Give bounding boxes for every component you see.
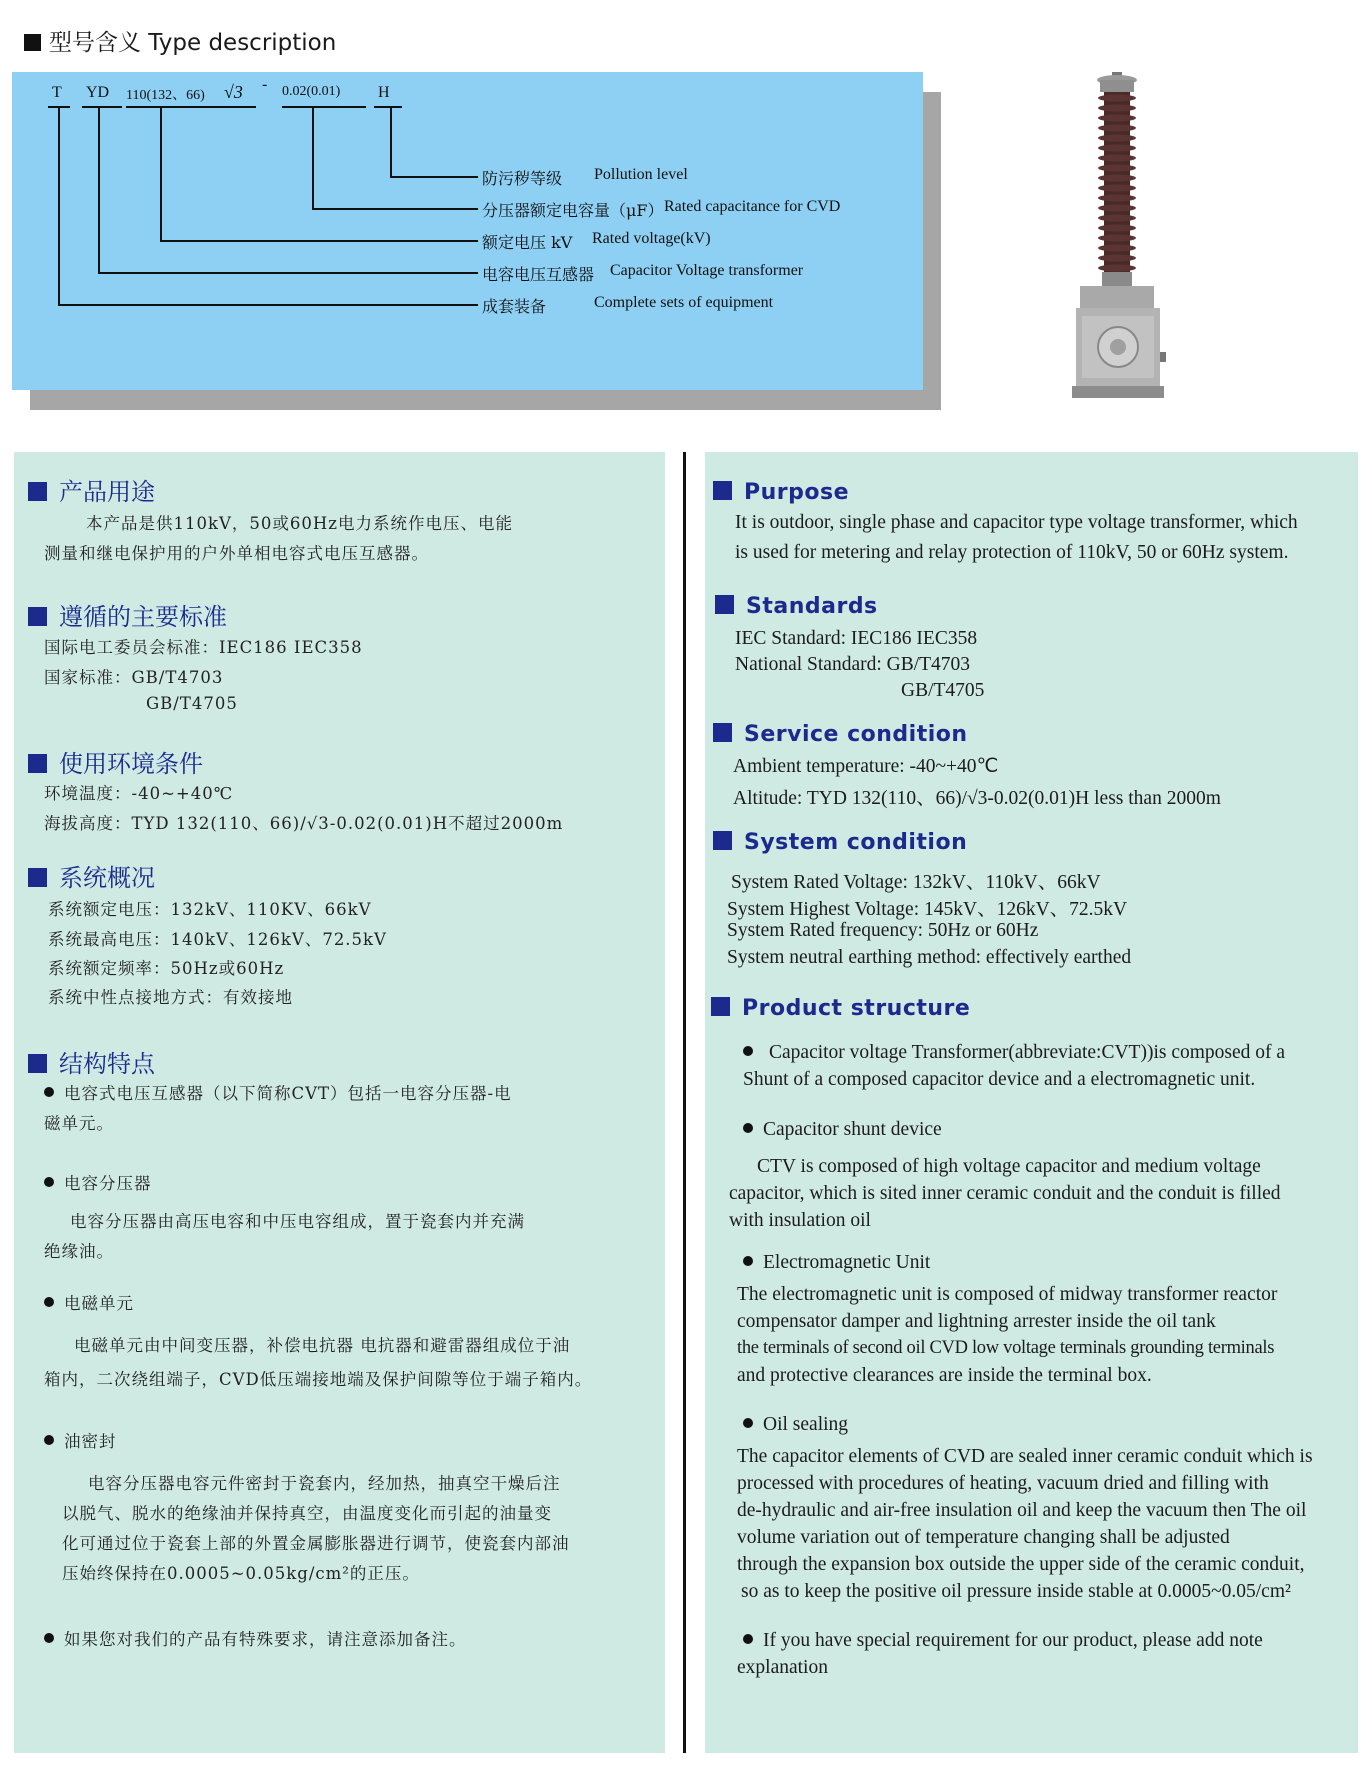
connector-voltage-horizontal: [160, 240, 478, 242]
structure-en-b5-line-1: If you have special requirement for our product, please add note: [743, 1630, 1263, 1652]
structure-zh-b3-title: 电磁单元: [44, 1290, 134, 1314]
connector-yd: [98, 106, 100, 274]
structure-en-b2-line-2: capacitor, which is sited inner ceramic conduit and the conduit is filled: [729, 1183, 1281, 1204]
standards-en-line-3: GB/T4705: [901, 680, 985, 701]
heading-service-zh: 使用环境条件: [28, 744, 203, 779]
heading-standards-zh: 遵循的主要标准: [28, 597, 227, 632]
structure-en-b2-line-3: with insulation oil: [729, 1210, 871, 1231]
standards-en-line-1: IEC Standard: IEC186 IEC358: [735, 628, 978, 649]
system-en-line-1: System Rated Voltage: 132kV、110kV、66kV: [731, 872, 1101, 893]
heading-system-zh: 系统概况: [28, 858, 155, 893]
standards-en-line-2: National Standard: GB/T4703: [735, 654, 971, 675]
type-description-box: [12, 72, 923, 390]
structure-zh-b4-line-1: 电容分压器电容元件密封于瓷套内，经加热，抽真空干燥后注: [88, 1474, 561, 1493]
code-voltage: 110(132、66): [126, 88, 205, 103]
purpose-zh-line-2: 测量和继电保护用的户外单相电容式电压互感器。: [44, 544, 429, 563]
bullet-icon: [743, 1634, 753, 1644]
connector-voltage: [160, 106, 162, 242]
underline-voltage: [126, 106, 256, 108]
structure-en-b3-title: Electromagnetic Unit: [743, 1252, 930, 1274]
connector-t-horizontal: [58, 304, 478, 306]
code-capacitance: 0.02(0.01): [282, 84, 341, 99]
structure-en-b4-line-1: The capacitor elements of CVD are sealed inner ceramic conduit which is: [737, 1446, 1313, 1467]
structure-en-b1-line-2: Shunt of a composed capacitor device and a electromagnetic unit.: [743, 1069, 1256, 1090]
meaning-zh-capacitance: 分压器额定电容量（μF）: [482, 201, 664, 220]
underline-yd: [82, 106, 122, 108]
structure-en-b4-line-2: processed with procedures of heating, vacuum dried and filling with: [737, 1473, 1269, 1494]
left-panel-chinese: [14, 452, 665, 1753]
underline-capacitance: [282, 106, 366, 108]
purpose-zh-line-1: 本产品是供110kV，50或60Hz电力系统作电压、电能: [86, 514, 513, 533]
heading-service-en: Service condition: [713, 722, 968, 747]
bullet-icon: [44, 1297, 54, 1307]
structure-zh-b3-line-1: 电磁单元由中间变压器，补偿电抗器 电抗器和避雷器组成位于油: [74, 1336, 571, 1355]
system-en-line-2: System Highest Voltage: 145kV、126kV、72.5kV: [727, 899, 1128, 920]
connector-yd-horizontal: [98, 272, 478, 274]
standards-zh-line-1: 国际电工委员会标准：IEC186 IEC358: [44, 638, 363, 657]
square-bullet-icon: [715, 595, 734, 614]
structure-en-b3-line-1: The electromagnetic unit is composed of midway transformer reactor: [737, 1284, 1278, 1305]
bullet-icon: [44, 1435, 54, 1445]
structure-zh-b4-title: 油密封: [44, 1428, 117, 1452]
heading-structure-zh: 结构特点: [28, 1044, 155, 1079]
system-zh-line-3: 系统额定频率：50Hz或60Hz: [48, 959, 285, 978]
square-bullet-icon: [28, 482, 47, 501]
structure-en-b3-line-2: compensator damper and lightning arrester inside the oil tank: [737, 1311, 1216, 1332]
structure-en-b3-line-4: and protective clearances are inside the terminal box.: [737, 1365, 1152, 1386]
connector-h-horizontal: [390, 176, 478, 178]
structure-en-b4-line-5: through the expansion box outside the upper side of the ceramic conduit,: [737, 1554, 1305, 1575]
service-zh-line-2: 海拔高度：TYD 132(110、66)/√3-0.02(0.01)H不超过2000m: [44, 814, 564, 833]
structure-en-b2-title: Capacitor shunt device: [743, 1119, 942, 1141]
purpose-en-line-2: is used for metering and relay protection of 110kV, 50 or 60Hz system.: [735, 542, 1289, 563]
standards-zh-line-2: 国家标准：GB/T4703: [44, 668, 224, 687]
code-sqrt: √3: [224, 82, 243, 102]
connector-capacitance-horizontal: [312, 208, 478, 210]
structure-zh-b2-line-1: 电容分压器由高压电容和中压电容组成，置于瓷套内并充满: [70, 1212, 525, 1231]
structure-zh-b2-line-2: 绝缘油。: [44, 1242, 114, 1261]
square-bullet-icon: [28, 1054, 47, 1073]
system-zh-line-2: 系统最高电压：140kV、126kV、72.5kV: [48, 930, 387, 949]
structure-zh-b5: 如果您对我们的产品有特殊要求，请注意添加备注。: [44, 1626, 467, 1650]
structure-zh-b3-line-2: 箱内，二次绕组端子，CVD低压端接地端及保护间隙等位于端子箱内。: [44, 1370, 593, 1389]
system-en-line-3: System Rated frequency: 50Hz or 60Hz: [727, 920, 1039, 941]
structure-en-b4-line-3: de-hydraulic and air-free insulation oil and keep the vacuum then The oil: [737, 1500, 1307, 1521]
meaning-en-pollution: Pollution level: [594, 166, 688, 183]
meaning-en-complete: Complete sets of equipment: [594, 294, 774, 311]
meaning-en-voltage: Rated voltage(kV): [592, 230, 711, 247]
structure-zh-b4-line-4: 压始终保持在0.0005~0.05kg/cm²的正压。: [62, 1564, 420, 1583]
square-bullet-icon: [713, 831, 732, 850]
bullet-icon: [743, 1046, 753, 1056]
structure-en-b2-line-1: CTV is composed of high voltage capacitor and medium voltage: [757, 1156, 1261, 1177]
system-zh-line-1: 系统额定电压：132kV、110KV、66kV: [48, 900, 372, 919]
structure-zh-b4-line-2: 以脱气、脱水的绝缘油并保持真空，由温度变化而引起的油量变: [62, 1504, 552, 1523]
meaning-zh-complete: 成套装备: [482, 297, 547, 316]
column-divider: [683, 452, 686, 1753]
structure-en-b5-line-2: explanation: [737, 1657, 828, 1678]
square-bullet-icon: [711, 997, 730, 1016]
structure-zh-b1-line-2: 磁单元。: [44, 1114, 114, 1133]
system-en-line-4: System neutral earthing method: effectively earthed: [727, 947, 1132, 968]
meaning-zh-pollution: 防污秽等级: [482, 169, 563, 188]
structure-en-b4-line-4: volume variation out of temperature changing shall be adjusted: [737, 1527, 1230, 1548]
system-zh-line-4: 系统中性点接地方式：有效接地: [48, 988, 293, 1007]
underline-h: [374, 106, 402, 108]
heading-purpose-en: Purpose: [713, 480, 849, 505]
cvt-product-photo: [1060, 72, 1180, 402]
right-panel-english: [705, 452, 1358, 1753]
bullet-icon: [44, 1177, 54, 1187]
service-zh-line-1: 环境温度：-40~+40℃: [44, 784, 234, 803]
type-description-title: 型号含义 Type description: [24, 24, 336, 57]
service-en-line-1: Ambient temperature: -40~+40℃: [733, 756, 999, 777]
bullet-icon: [743, 1256, 753, 1266]
square-bullet-icon: [28, 607, 47, 626]
code-h: H: [378, 84, 390, 101]
standards-zh-line-3: GB/T4705: [146, 694, 238, 713]
heading-purpose-zh: 产品用途: [28, 472, 155, 507]
square-bullet-icon: [24, 34, 41, 51]
purpose-en-line-1: It is outdoor, single phase and capacitor type voltage transformer, which: [735, 512, 1298, 533]
structure-zh-b4-line-3: 化可通过位于瓷套上部的外置金属膨胀器进行调节，使瓷套内部油: [62, 1534, 570, 1553]
heading-system-en: System condition: [713, 830, 967, 855]
heading-standards-en: Standards: [715, 594, 878, 619]
connector-h: [390, 106, 392, 178]
structure-en-b1-line-1: Capacitor voltage Transformer(abbreviate:CVT))is composed of a: [743, 1042, 1285, 1064]
code-t: T: [52, 84, 62, 101]
connector-t: [58, 106, 60, 306]
meaning-zh-voltage: 额定电压 kV: [482, 233, 573, 252]
meaning-en-capacitance: Rated capacitance for CVD: [664, 198, 841, 215]
structure-en-b4-title: Oil sealing: [743, 1414, 848, 1436]
structure-en-b3-line-3: the terminals of second oil CVD low voltage terminals grounding terminals: [737, 1338, 1275, 1358]
bullet-icon: [44, 1633, 54, 1643]
meaning-zh-cvt: 电容电压互感器: [482, 265, 595, 284]
heading-structure-en: Product structure: [711, 996, 970, 1021]
connector-capacitance: [312, 106, 314, 210]
bullet-icon: [743, 1123, 753, 1133]
square-bullet-icon: [28, 868, 47, 887]
service-en-line-2: Altitude: TYD 132(110、66)/√3-0.02(0.01)H less than 2000m: [733, 788, 1221, 809]
square-bullet-icon: [28, 754, 47, 773]
square-bullet-icon: [713, 481, 732, 500]
code-dash: -: [262, 76, 268, 93]
square-bullet-icon: [713, 723, 732, 742]
structure-zh-b2-title: 电容分压器: [44, 1170, 152, 1194]
bullet-icon: [743, 1418, 753, 1428]
structure-en-b4-line-6: so as to keep the positive oil pressure inside stable at 0.0005~0.05/cm²: [741, 1581, 1291, 1602]
structure-zh-b1-line-1: 电容式电压互感器（以下简称CVT）包括一电容分压器-电: [44, 1080, 512, 1104]
code-yd: YD: [86, 84, 110, 101]
bullet-icon: [44, 1087, 54, 1097]
meaning-en-cvt: Capacitor Voltage transformer: [610, 262, 804, 279]
